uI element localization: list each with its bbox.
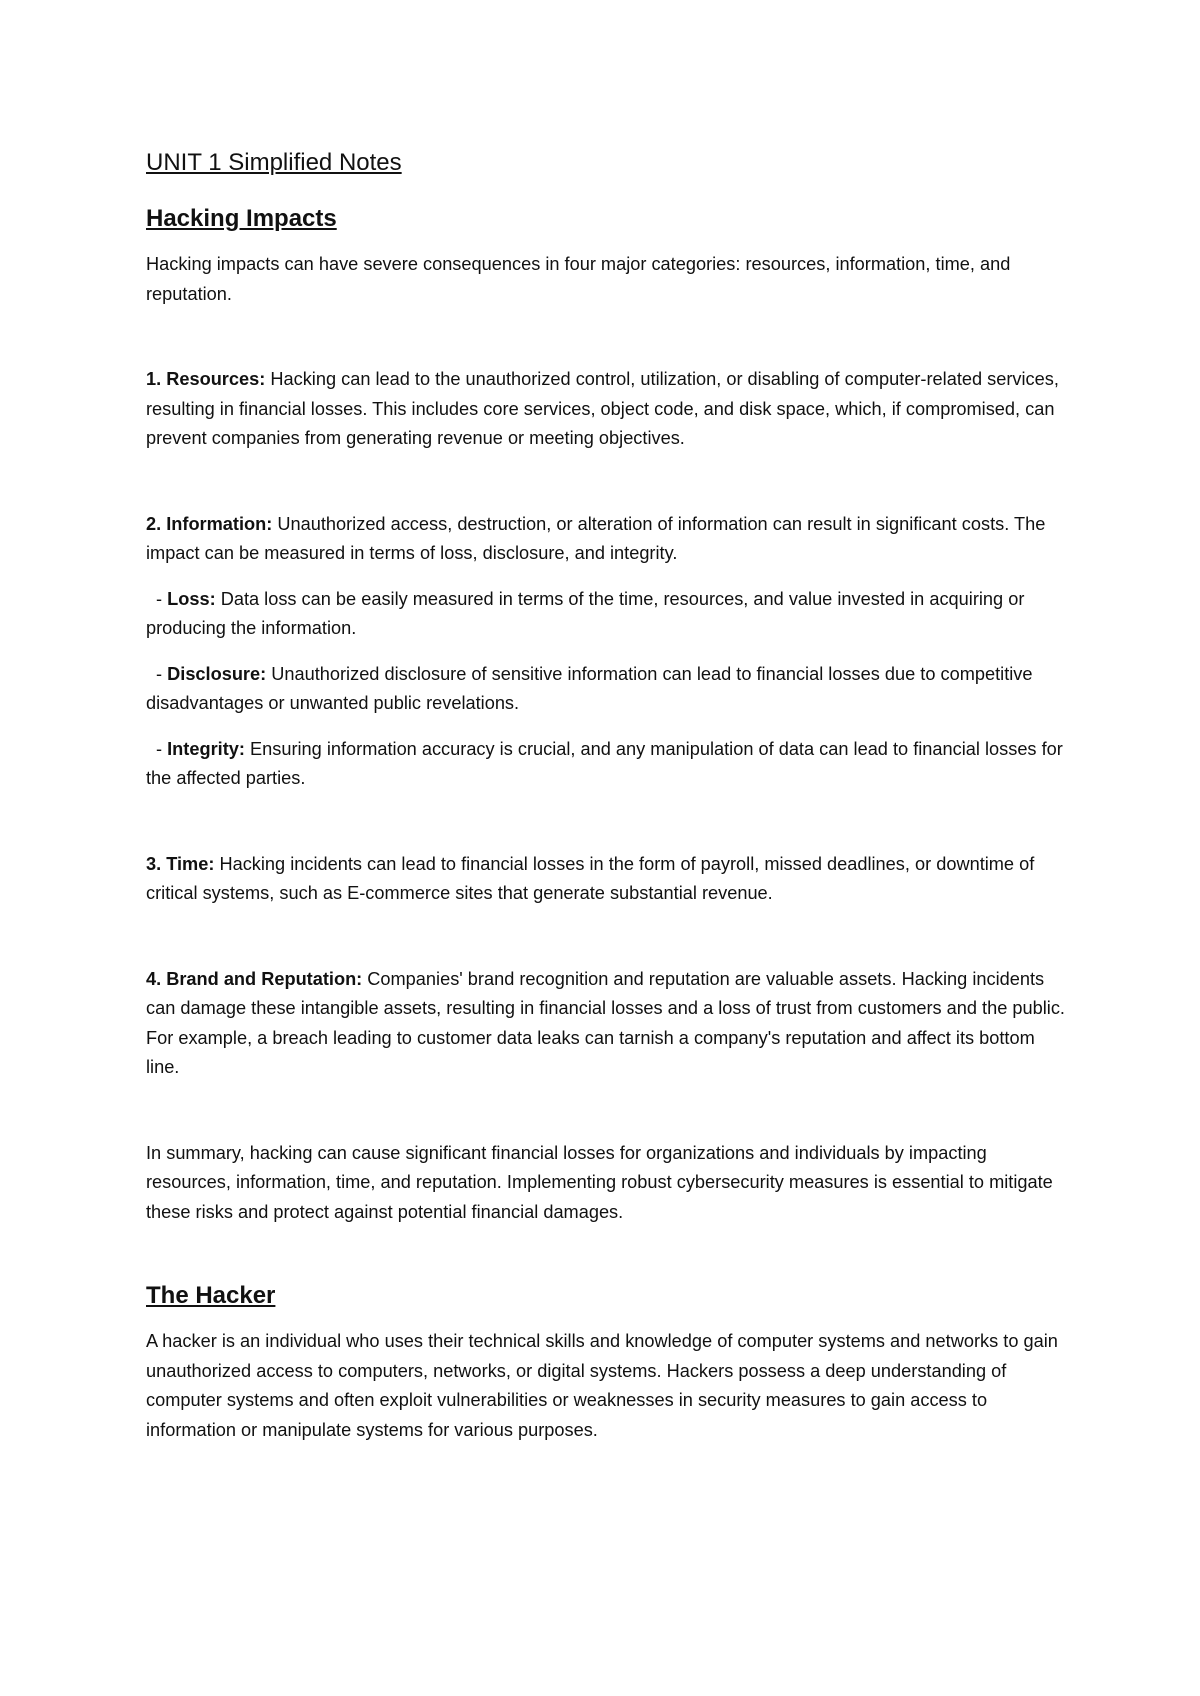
sub-item-loss-prefix: - [156,588,168,609]
document-body [146,146,1066,1445]
sub-item-loss-text: Data loss can be easily measured in terms of the time, resources, and value invested in acquiring or producing the information. [146,588,1025,638]
item-time-label: 3. Time: [146,853,215,874]
item-resources-text: Hacking can lead to the unauthorized control, utilization, or disabling of computer-related services, resulting in financial losses. This includes core services, object code, and disk space, which, if compromised, can prevent companies from generating revenue or meeting objectives. [146,369,1059,448]
sub-item-loss [146,585,1066,644]
item-information [146,510,1066,569]
sub-item-disclosure-text: Unauthorized disclosure of sensitive information can lead to financial losses due to competitive disadvantages or unwanted public revelations. [146,663,1033,713]
sub-item-integrity-label: Integrity: [167,738,245,759]
hacker-paragraph: A hacker is an individual who uses their technical skills and knowledge of computer systems and networks to gain unauthorized access to computers, networks, or digital systems. Hackers possess a deep understanding of computer systems and often exploit vulnerabilities or weaknesses in security measures to gain access to information or manipulate systems for various purposes. [146,1331,1058,1440]
intro-paragraph: Hacking impacts can have severe consequences in four major categories: resources, information, time, and reputation. [146,254,1011,304]
sub-item-loss-label: Loss: [167,588,216,609]
item-time [146,850,1066,909]
sub-item-integrity [146,735,1066,794]
item-information-label: 2. Information: [146,513,273,534]
sub-item-disclosure [146,660,1066,719]
page-title: UNIT 1 Simplified Notes [146,149,402,176]
sub-item-disclosure-prefix: - [156,663,168,684]
item-brand-reputation-text: Companies' brand recognition and reputation are valuable assets. Hacking incidents can damage these intangible assets, resulting in financial losses and a loss of trust from customers and the public. For example, a breach leading to customer data leaks can tarnish a company's reputation and affect its bottom line. [146,968,1065,1077]
item-resources [146,365,1066,454]
sub-item-integrity-text: Ensuring information accuracy is crucial, and any manipulation of data can lead to financial losses for the affected parties. [146,738,1063,788]
item-resources-label: 1. Resources: [146,369,266,389]
sub-item-integrity-prefix: - [156,738,168,759]
item-brand-reputation-label: 4. Brand and Reputation: [146,968,363,989]
item-information-text: Unauthorized access, destruction, or alteration of information can result in significant costs. The impact can be measured in terms of loss, disclosure, and integrity. [146,513,1046,563]
sub-item-disclosure-label: Disclosure: [167,663,267,684]
item-time-text: Hacking incidents can lead to financial losses in the form of payroll, missed deadlines, or downtime of critical systems, such as E-commerce sites that generate substantial revenue. [146,853,1035,903]
item-brand-reputation [146,965,1066,1083]
summary-paragraph: In summary, hacking can cause significant financial losses for organizations and individuals by impacting resources, information, time, and reputation. Implementing robust cybersecurity measures is essential to mitigate these risks and protect against potential financial damages. [146,1142,1053,1222]
section-heading-hacking-impacts: Hacking Impacts [146,205,337,232]
section-heading-the-hacker: The Hacker [146,1282,276,1309]
